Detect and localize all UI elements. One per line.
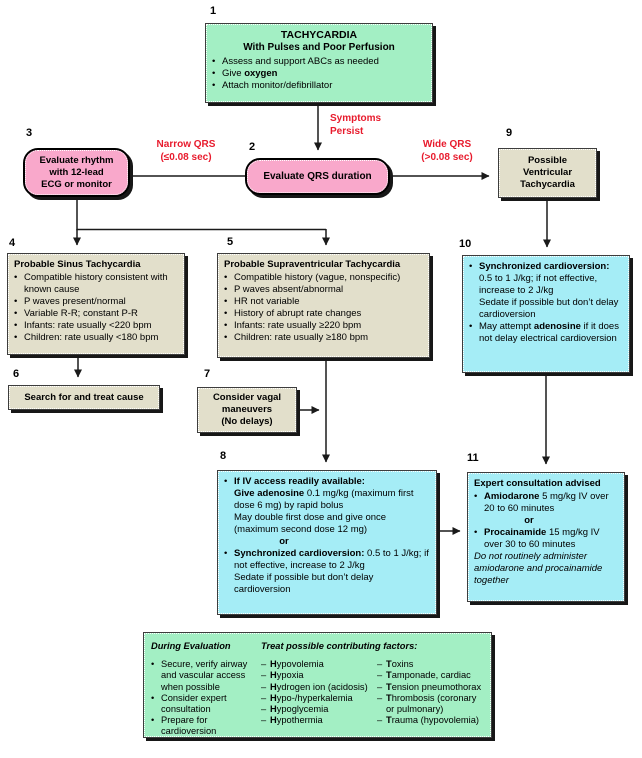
list-item xyxy=(261,670,375,681)
step-number-8: 8 xyxy=(220,450,227,462)
node-title: Evaluate QRS duration xyxy=(263,170,372,182)
footer-col3-list xyxy=(377,659,485,737)
or-label: or xyxy=(524,515,534,526)
step-number-5: 5 xyxy=(227,236,234,248)
list-item xyxy=(377,670,485,681)
list-item-text: Assess and support ABCs as needed xyxy=(222,55,379,67)
list-item xyxy=(261,693,375,704)
list-item xyxy=(224,284,423,296)
list-item-text: Secure, verify airway and vascular access when possible xyxy=(161,659,248,692)
list-item xyxy=(224,308,423,320)
list-item-text: Infants: rate usually ≥220 bpm xyxy=(234,320,362,331)
node-title-line: with 12-lead xyxy=(49,166,104,178)
bullet-icon: • xyxy=(14,272,18,283)
step-number-1: 1 xyxy=(210,5,217,17)
node-possible-ventricular-tachycardia xyxy=(498,148,597,198)
list-item-text: Toxins xyxy=(386,659,414,670)
node-title: TACHYCARDIA xyxy=(280,29,358,41)
bullet-icon: • xyxy=(151,659,155,670)
list-item xyxy=(151,693,259,715)
bullet-icon: • xyxy=(212,67,216,79)
list-item-text: Synchronized cardioversion: 0.5 to 1 J/kg; if not effective, increase to 2 J/kg Sedate if possible but don’t delay cardioversion xyxy=(479,261,619,320)
node-title-line: maneuvers xyxy=(221,404,273,415)
bullet-icon: • xyxy=(224,296,228,307)
bullet-icon: • xyxy=(474,491,478,502)
bullet-icon: • xyxy=(224,284,228,295)
list-item-text: Procainamide 15 mg/kg IV over 30 to 60 minutes xyxy=(484,527,600,550)
node-search-treat-cause xyxy=(8,385,160,410)
list-item xyxy=(469,261,623,321)
list-item-text: Hypo-/hyperkalemia xyxy=(270,692,353,703)
list-item xyxy=(261,715,375,726)
list-item-text: Prepare for cardioversion xyxy=(161,715,217,737)
node-title-line: Evaluate rhythm xyxy=(39,154,114,166)
bullet-icon: • xyxy=(151,692,155,703)
node-title-line: Ventricular xyxy=(522,167,573,178)
dash-icon: – xyxy=(261,681,267,692)
dash-icon: – xyxy=(261,659,267,670)
step-number-4: 4 xyxy=(9,237,16,249)
node-title: Probable Sinus Tachycardia xyxy=(14,259,141,270)
list-item-text: Tension pneumothorax xyxy=(386,681,482,692)
footer-col1-list xyxy=(151,659,259,737)
dash-icon: – xyxy=(377,659,383,670)
node-title-line: (No delays) xyxy=(221,416,273,427)
node-evaluate-qrs-duration xyxy=(245,158,390,195)
step-number-7: 7 xyxy=(204,368,211,380)
list-item xyxy=(469,321,623,345)
node-consider-vagal-maneuvers xyxy=(197,387,297,433)
list-item-text: Consider expert consultation xyxy=(161,692,227,715)
node-title-line: Consider vagal xyxy=(212,392,282,403)
list-item xyxy=(14,272,178,296)
node-title: Probable Supraventricular Tachycardia xyxy=(224,259,401,270)
list-item-text: Hypovolemia xyxy=(270,659,324,670)
step-number-9: 9 xyxy=(506,127,513,139)
list-item-text: Attach monitor/defibrillator xyxy=(222,79,333,91)
list-item xyxy=(151,659,259,693)
list-item xyxy=(224,332,423,344)
list-item-text: Children: rate usually ≥180 bpm xyxy=(234,332,369,343)
bullet-icon: • xyxy=(224,476,228,487)
list-item xyxy=(14,296,178,308)
bullet-icon: • xyxy=(212,79,216,91)
dash-icon: – xyxy=(377,670,383,681)
node-title-line: Possible xyxy=(527,155,568,166)
node-synchronized-cardioversion xyxy=(462,255,630,373)
list-item xyxy=(377,693,485,715)
footer-col23-header: Treat possible contributing factors: xyxy=(261,641,418,651)
list-item xyxy=(261,704,375,715)
step-number-2: 2 xyxy=(249,141,256,153)
list-item xyxy=(377,682,485,693)
list-item-text: Hypoglycemia xyxy=(270,704,329,715)
dash-icon: – xyxy=(377,715,383,726)
node-title-line: Tachycardia xyxy=(520,179,575,190)
dash-icon: – xyxy=(377,681,383,692)
node-title-line: ECG or monitor xyxy=(41,178,112,190)
list-item-text: May attempt adenosine if it does not delay electrical cardioversion xyxy=(479,321,619,344)
list-item xyxy=(474,491,618,515)
list-item-text: Children: rate usually <180 bpm xyxy=(24,332,159,343)
connector-label-line: (>0.08 sec) xyxy=(421,151,473,163)
list-item-text: Tamponade, cardiac xyxy=(386,670,471,681)
bullet-icon: • xyxy=(224,272,228,283)
bullet-icon: • xyxy=(224,308,228,319)
step-number-11: 11 xyxy=(467,452,479,464)
bullet-icon: • xyxy=(14,332,18,343)
step-number-6: 6 xyxy=(13,368,20,380)
node-title: Expert consultation advised xyxy=(474,478,601,489)
bullet-icon: • xyxy=(151,715,155,726)
node-iv-access-adenosine xyxy=(217,470,437,615)
step-number-3: 3 xyxy=(26,127,33,139)
list-item xyxy=(224,476,430,536)
node-tachycardia xyxy=(205,23,433,103)
list-item-text: Hydrogen ion (acidosis) xyxy=(270,681,368,692)
list-item-text: Compatible history (vague, nonspecific) xyxy=(234,272,401,283)
list-item-text: P waves absent/abnormal xyxy=(234,284,344,295)
connector-label-line: Narrow QRS xyxy=(156,139,216,150)
list-item xyxy=(151,715,259,737)
list-item-text: Synchronized cardioversion: 0.5 to 1 J/kg; if not effective, increase to 2 J/kg Sedate if possible but don’t delay cardioversion xyxy=(234,548,429,595)
bullet-icon: • xyxy=(224,320,228,331)
bullet-icon: • xyxy=(469,261,473,272)
list-item-text: Trauma (hypovolemia) xyxy=(386,715,480,726)
node-subtitle: With Pulses and Poor Perfusion xyxy=(243,42,395,53)
dash-icon: – xyxy=(261,715,267,726)
node-title: Search for and treat cause xyxy=(24,391,144,403)
bullet-icon: • xyxy=(224,548,228,559)
list-item xyxy=(261,682,375,693)
list-item-text: Amiodarone 5 mg/kg IV over 20 to 60 minutes xyxy=(484,491,609,514)
list-item-text: Thrombosis (coronary or pulmonary) xyxy=(386,692,477,715)
node-evaluate-rhythm xyxy=(23,148,130,197)
dash-icon: – xyxy=(261,692,267,703)
list-item xyxy=(14,320,178,332)
list-item xyxy=(212,80,426,92)
list-item xyxy=(224,296,423,308)
list-item-text: Compatible history consistent with known cause xyxy=(24,272,168,295)
connector-label-line: Wide QRS xyxy=(422,139,472,150)
connector-label-wide-qrs xyxy=(404,139,490,164)
list-item xyxy=(14,308,178,320)
list-item xyxy=(224,548,430,596)
dash-icon: – xyxy=(377,692,383,703)
list-item-text: P waves present/normal xyxy=(24,296,126,307)
bullet-icon: • xyxy=(14,296,18,307)
step-number-10: 10 xyxy=(459,238,472,250)
connector-label-line: (≤0.08 sec) xyxy=(160,151,212,163)
bullet-icon: • xyxy=(474,527,478,538)
list-item xyxy=(212,56,426,68)
list-item xyxy=(224,272,423,284)
bullet-icon: • xyxy=(469,321,473,332)
node-probable-sinus-tachycardia xyxy=(7,253,185,355)
list-item-text: Variable R-R; constant P-R xyxy=(24,308,138,319)
list-item xyxy=(261,659,375,670)
or-label: or xyxy=(279,536,289,547)
list-item xyxy=(224,320,423,332)
list-item-text: Give oxygen xyxy=(222,67,278,79)
list-item xyxy=(212,68,426,80)
connector-label-line: Symptoms xyxy=(330,113,382,124)
node-expert-consultation xyxy=(467,472,625,602)
dash-icon: – xyxy=(261,670,267,681)
node-note: Do not routinely administer amiodarone and procainamide together xyxy=(474,551,603,586)
list-item-text: Hypoxia xyxy=(270,670,304,681)
list-item xyxy=(14,332,178,344)
list-item xyxy=(377,715,485,726)
connector-label-symptoms-persist xyxy=(330,113,381,138)
list-item-text: Infants: rate usually <220 bpm xyxy=(24,320,152,331)
list-item-text: History of abrupt rate changes xyxy=(234,308,362,319)
list-item-text: Hypothermia xyxy=(270,715,323,726)
footer-col1-header: During Evaluation xyxy=(151,641,231,651)
bullet-icon: • xyxy=(14,308,18,319)
node-probable-supraventricular-tachycardia xyxy=(217,253,430,358)
bullet-icon: • xyxy=(212,55,216,67)
footer-col2-list xyxy=(261,659,375,737)
connector-label-narrow-qrs xyxy=(140,139,232,164)
list-item xyxy=(377,659,485,670)
bullet-icon: • xyxy=(14,320,18,331)
dash-icon: – xyxy=(261,704,267,715)
connector-label-line: Persist xyxy=(330,125,364,137)
list-item-text: If IV access readily available: Give adenosine 0.1 mg/kg (maximum first dose 6 mg) by rapid bolus May double first dose and give once (maximum second dose 12 mg) xyxy=(234,476,414,535)
bullet-icon: • xyxy=(224,332,228,343)
list-item-text: HR not variable xyxy=(234,296,300,307)
list-item xyxy=(474,527,618,551)
node-during-evaluation xyxy=(143,632,492,738)
